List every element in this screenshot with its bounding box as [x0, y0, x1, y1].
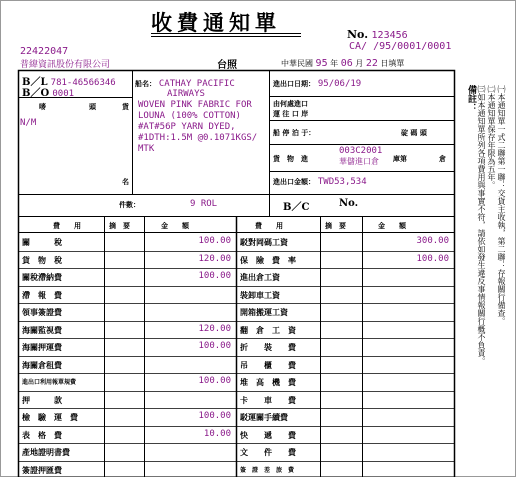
- day-label: 日填單: [380, 59, 405, 68]
- left-fee-amount: 120.00: [198, 253, 231, 264]
- notes-text: [476, 85, 506, 415]
- left-fee-amount: 100.00: [198, 376, 231, 386]
- right-fee-amount: 100.00: [416, 253, 449, 264]
- left-fee-label: 押 款: [22, 394, 62, 405]
- import-date-value: 95/06/19: [317, 79, 362, 89]
- left-header-fee: 費 用: [53, 221, 81, 230]
- bo-label: B／O: [22, 88, 50, 99]
- left-fee-label: 產地證明書費: [22, 447, 70, 457]
- port-label: [273, 99, 308, 119]
- right-fee-label: 保 險 費 率: [240, 254, 296, 265]
- note-2: ㈡本通知單保存年限為五年。: [487, 85, 496, 189]
- taipei-label: 台照: [217, 60, 237, 71]
- ship-name-line-2: AIRWAYS: [167, 89, 205, 99]
- form-number-value: 123456: [371, 30, 408, 41]
- left-fee-label: 貨 物 稅: [22, 254, 62, 265]
- left-fee-amount: 10.00: [203, 428, 231, 439]
- company-id: 22422047: [20, 46, 69, 57]
- left-fee-label: 海關押運費: [22, 342, 62, 352]
- package-count-label: 件數：: [119, 200, 140, 209]
- form-number-label: No.: [347, 28, 369, 41]
- left-fee-amount: 120.00: [198, 323, 231, 334]
- form-title: 收費通知單: [151, 10, 281, 35]
- right-fee-label: 卡 車 費: [240, 394, 296, 405]
- left-fee-label: 關稅滯納費: [22, 272, 62, 282]
- roc-year: 95: [315, 58, 328, 69]
- import-amount-row: [273, 177, 367, 187]
- right-fee-amount: 300.00: [416, 236, 449, 246]
- ship-name-line-1: CATHAY PACIFIC: [158, 79, 235, 89]
- warehouse-name: 華儲進口倉: [339, 157, 379, 166]
- right-fee-label: 折 裝 費: [240, 342, 296, 352]
- notes-title: 備註：: [466, 85, 476, 112]
- goods-line-4: #1DTH:1.5M @0.1071KGS/: [138, 133, 258, 143]
- warehouse-code: 003C2001: [339, 146, 383, 156]
- left-fee-amount: 100.00: [198, 271, 231, 281]
- warehouse-suffix-2: 倉: [439, 154, 446, 163]
- bl-label: B／L: [22, 77, 48, 88]
- dock-label: 碇 碼 頭: [401, 128, 427, 137]
- left-fee-label: 關 稅: [22, 237, 62, 247]
- left-fee-label: 簽證押匯費: [22, 464, 62, 475]
- port-label-1: 由何處進口: [273, 99, 308, 108]
- right-header-note: 摘 要: [325, 221, 346, 230]
- right-fee-label: 文 件 費: [240, 447, 296, 457]
- year-label: 年: [330, 59, 339, 68]
- bc-label: B／C: [283, 202, 310, 213]
- left-fee-label: 領事簽證費: [22, 307, 62, 317]
- right-fee-label: 駁運關手續費: [240, 412, 288, 422]
- note-3: ㈢如本通知單所列各項費用與事實不符，請依如發生違反事情報關行概不負責。: [477, 85, 486, 365]
- left-fee-label: 進出口利用報單規費: [22, 379, 77, 386]
- berth-label: 船 停 泊 于：: [273, 128, 316, 137]
- goods-description: [138, 100, 257, 155]
- bo-row: [22, 84, 74, 99]
- roc-month: 06: [340, 58, 353, 69]
- company-name: 普緯資訊股份有限公司: [20, 60, 111, 70]
- goods-line-1: WOVEN PINK FABRIC FOR: [138, 100, 252, 110]
- goods-side-label-2: 名: [122, 177, 129, 186]
- bl-value: 781-46566346: [50, 78, 116, 88]
- right-fee-label: 快 遞 費: [240, 429, 296, 440]
- left-fee-label: 滯 報 費: [22, 289, 62, 300]
- reference-code: CA/ /95/0001/0001: [349, 41, 452, 52]
- left-fee-amount: 100.00: [198, 411, 231, 421]
- right-fee-label: 堆 高 機 費: [240, 377, 296, 387]
- right-fee-label: 駁對岡碼工資: [240, 237, 288, 247]
- left-fee-label: 海關倉租費: [22, 359, 62, 370]
- bo-value: 0001: [52, 89, 75, 99]
- left-fee-label: 檢 驗 運 費: [22, 412, 78, 422]
- import-date-row: [273, 79, 361, 89]
- shipper-mark-label-1: 嘜: [39, 102, 46, 111]
- month-label: 月: [355, 59, 364, 68]
- left-fee-amount: 100.00: [198, 236, 231, 246]
- left-header-note: 摘 要: [109, 221, 130, 230]
- roc-label: 中華民國: [281, 59, 313, 68]
- right-fee-label: 裝卸車工資: [240, 289, 280, 300]
- right-header-fee: 費 用: [255, 221, 283, 230]
- right-fee-label: 翻 倉 工 資: [240, 324, 296, 335]
- note-1: ㈠本通知單一式二聯第一聯：交貨主收執，第二聯：存報關行備查。: [497, 85, 506, 325]
- ship-name-label: 船名：: [135, 79, 156, 88]
- package-count-value: 9 ROL: [190, 199, 218, 209]
- bc-no-label: No.: [339, 198, 359, 209]
- goods-side-label-1: 貨: [122, 102, 129, 111]
- goods-line-5: MTK: [138, 144, 155, 154]
- right-fee-label: 開箱搬運工資: [240, 307, 288, 317]
- warehouse-label: 貨 物 進: [273, 154, 308, 163]
- right-header-amount: 金 額: [378, 221, 406, 230]
- port-label-2: 運 往 口 岸: [273, 109, 309, 118]
- left-header-amount: 金 額: [161, 221, 189, 230]
- left-fee-label: 表 格 費: [22, 429, 62, 440]
- import-amount-value: TWD53,534: [317, 177, 367, 187]
- shipper-mark-label-2: 頭: [89, 102, 96, 111]
- left-fee-label: 海關監視費: [22, 324, 62, 335]
- goods-line-2: LOUNA (100% COTTON): [138, 111, 241, 121]
- roc-day: 22: [365, 58, 378, 69]
- shipper-mark-value: N/M: [20, 118, 37, 128]
- warehouse-suffix-1: 庫第: [393, 154, 407, 163]
- right-fee-label: 進出倉工資: [240, 272, 280, 282]
- import-amount-label: 進出口金額：: [273, 177, 315, 186]
- right-fee-label: 簽 證 差 旅 費: [240, 466, 295, 474]
- goods-line-3: #AT#56P YARN DYED,: [138, 122, 236, 132]
- ship-name-row: [135, 79, 235, 89]
- import-date-label: 進出口日期：: [273, 79, 315, 88]
- right-fee-label: 吊 櫃 費: [240, 359, 296, 370]
- left-fee-amount: 100.00: [198, 341, 231, 351]
